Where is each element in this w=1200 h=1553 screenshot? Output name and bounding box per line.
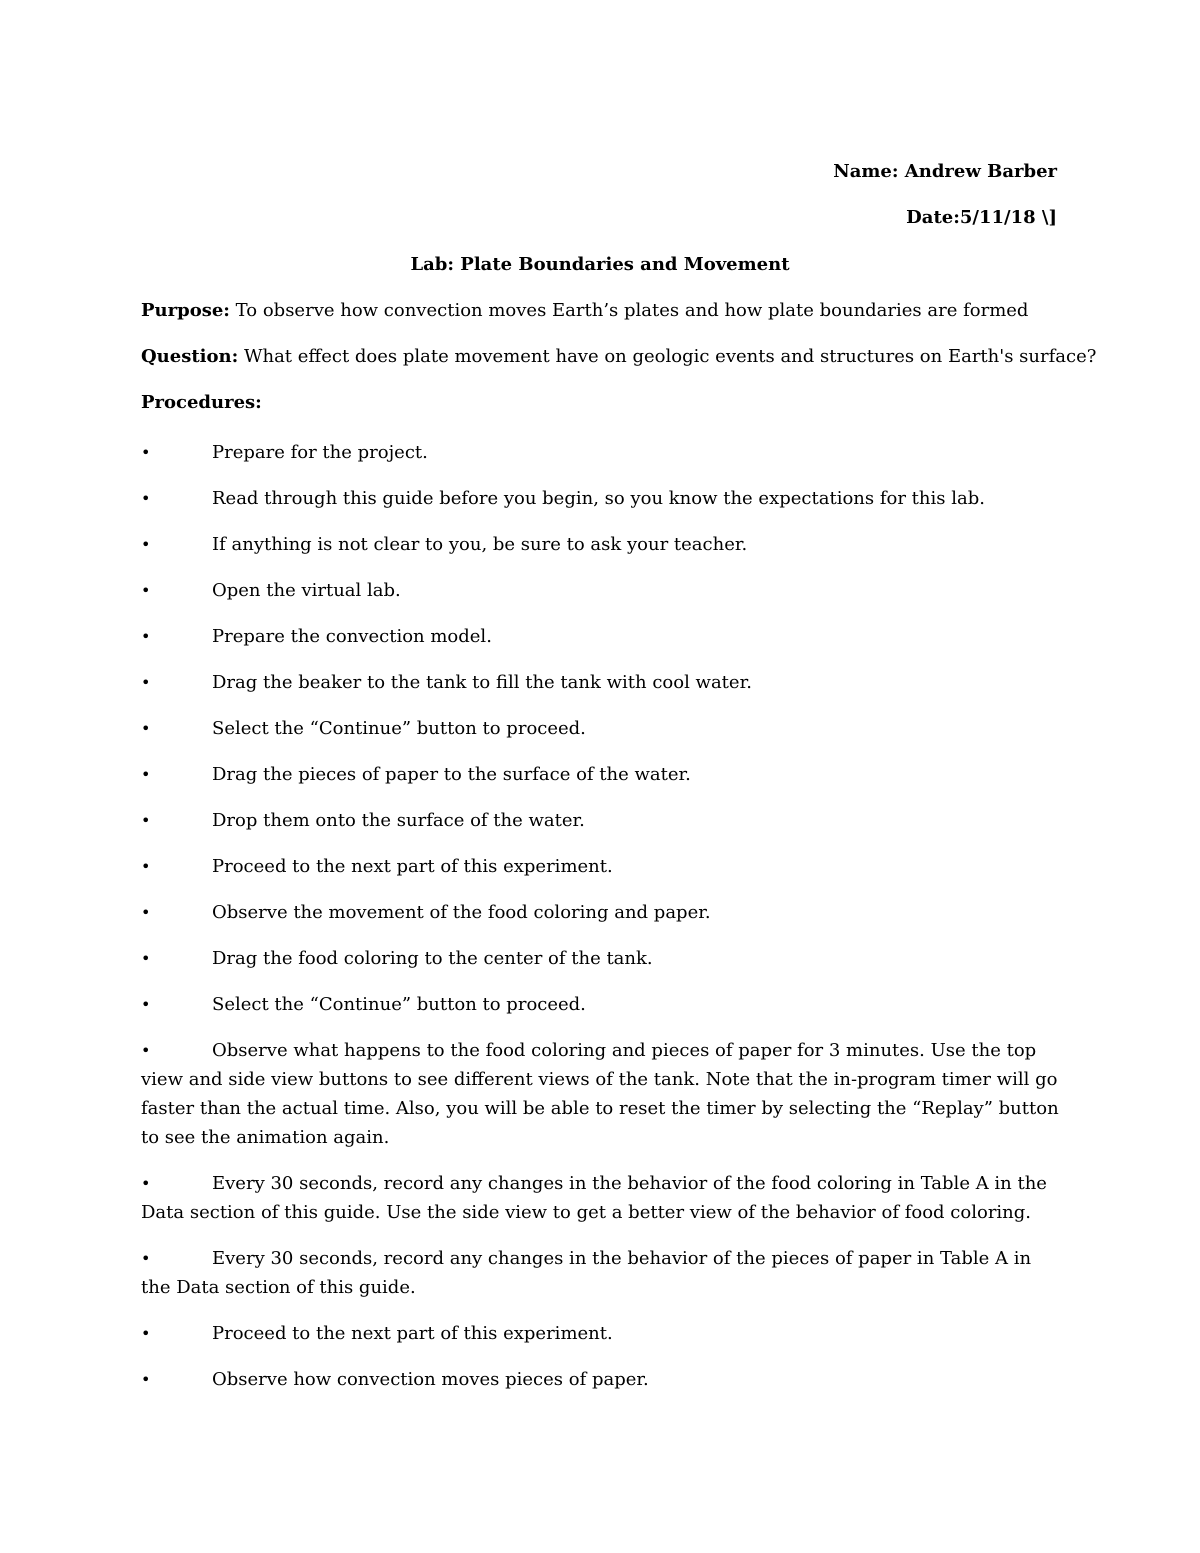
procedure-step (141, 1036, 1061, 1152)
question-paragraph (141, 346, 1096, 367)
procedure-step-text: Observe how convection moves pieces of paper. (212, 1369, 649, 1390)
name-value: Andrew Barber (904, 161, 1057, 182)
procedure-step (141, 622, 1061, 651)
procedure-step-text: Drag the pieces of paper to the surface of the water. (212, 764, 691, 785)
purpose-label: Purpose: (141, 300, 230, 321)
bullet-icon: • (141, 949, 151, 968)
procedure-step (141, 530, 1061, 559)
procedure-step (141, 576, 1061, 605)
procedure-step-text: Drag the food coloring to the center of the tank. (212, 948, 653, 969)
procedure-step (141, 1244, 1061, 1302)
procedure-step-text: Observe what happens to the food coloring and pieces of paper for 3 minutes. Use the top view and side view buttons to see different views of the tank. Note that the in-program timer will go faster than the actual time. Also, you will be able to reset the timer by selecting the “Replay” button to see the animation again. (141, 1040, 1059, 1148)
bullet-icon: • (141, 857, 151, 876)
procedures-heading: Procedures: (141, 392, 262, 413)
bullet-icon: • (141, 1249, 151, 1268)
question-label: Question: (141, 346, 239, 367)
procedure-step-text: Select the “Continue” button to proceed. (212, 994, 586, 1015)
bullet-icon: • (141, 1324, 151, 1343)
bullet-icon: • (141, 765, 151, 784)
procedure-step-text: Drop them onto the surface of the water. (212, 810, 585, 831)
bullet-icon: • (141, 535, 151, 554)
bullet-icon: • (141, 995, 151, 1014)
bullet-icon: • (141, 903, 151, 922)
procedure-step-text: Every 30 seconds, record any changes in the behavior of the pieces of paper in Table A in the Data section of this guide. (141, 1248, 1032, 1298)
bullet-icon: • (141, 581, 151, 600)
procedure-step-text: Observe the movement of the food coloring and paper. (212, 902, 711, 923)
bullet-icon: • (141, 1041, 151, 1060)
procedure-step (141, 438, 1061, 467)
procedure-step-text: Proceed to the next part of this experiment. (212, 856, 613, 877)
procedure-step-text: Open the virtual lab. (212, 580, 401, 601)
procedure-step-text: Select the “Continue” button to proceed. (212, 718, 586, 739)
procedure-step (141, 1169, 1061, 1227)
procedure-step-text: Prepare for the project. (212, 442, 428, 463)
procedure-step (141, 852, 1061, 881)
procedure-step (141, 484, 1061, 513)
procedure-step (141, 806, 1061, 835)
student-name (833, 161, 1057, 182)
purpose-paragraph (141, 300, 1028, 321)
procedure-step-text: Every 30 seconds, record any changes in the behavior of the food coloring in Table A in the Data section of this guide. Use the side view to get a better view of the behavior of food coloring. (141, 1173, 1047, 1223)
bullet-icon: • (141, 627, 151, 646)
procedure-step (141, 1365, 1061, 1394)
bullet-icon: • (141, 673, 151, 692)
bullet-icon: • (141, 1174, 151, 1193)
bullet-icon: • (141, 489, 151, 508)
procedure-step (141, 990, 1061, 1019)
lab-title: Lab: Plate Boundaries and Movement (410, 254, 790, 275)
procedure-list (141, 438, 1061, 1411)
date-value: 5/11/18 \] (959, 207, 1057, 228)
procedure-step-text: Proceed to the next part of this experiment. (212, 1323, 613, 1344)
purpose-text: To observe how convection moves Earth’s plates and how plate boundaries are formed (235, 300, 1029, 321)
bullet-icon: • (141, 1370, 151, 1389)
procedure-step (141, 760, 1061, 789)
procedure-step-text: If anything is not clear to you, be sure to ask your teacher. (212, 534, 748, 555)
bullet-icon: • (141, 811, 151, 830)
procedure-step (141, 668, 1061, 697)
bullet-icon: • (141, 719, 151, 738)
document-date (906, 207, 1057, 228)
name-label: Name: (833, 161, 899, 182)
procedure-step-text: Read through this guide before you begin, so you know the expectations for this lab. (212, 488, 985, 509)
question-text: What effect does plate movement have on geologic events and structures on Earth's surface? (243, 346, 1097, 367)
procedure-step (141, 714, 1061, 743)
procedure-step (141, 1319, 1061, 1348)
bullet-icon: • (141, 443, 151, 462)
procedure-step-text: Prepare the convection model. (212, 626, 492, 647)
procedure-step-text: Drag the beaker to the tank to fill the tank with cool water. (212, 672, 752, 693)
date-label: Date: (906, 207, 960, 228)
procedure-step (141, 944, 1061, 973)
procedure-step (141, 898, 1061, 927)
